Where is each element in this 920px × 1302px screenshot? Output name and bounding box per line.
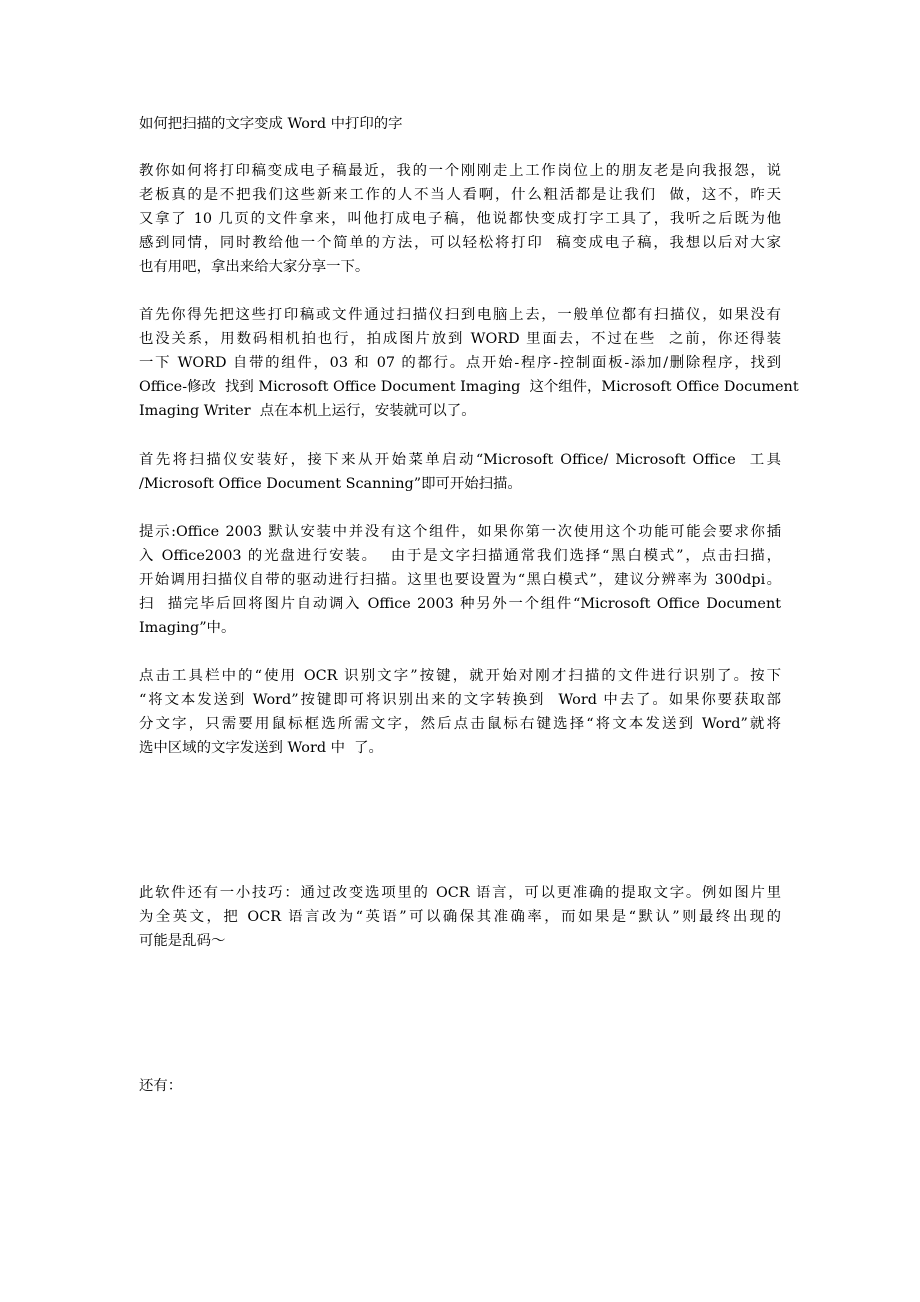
paragraph-line: 首先将扫描仪安装好，接下来从开始菜单启动“Microsoft Office/ Microsoft Office 工具 xyxy=(139,452,781,468)
paragraph-line: 老板真的是不把我们这些新来工作的人不当人看啊，什么粗活都是让我们 做，这不，昨天 xyxy=(139,187,781,203)
paragraph-line: 开始调用扫描仪自带的驱动进行扫描。这里也要设置为“黑白模式”，建议分辨率为 300dpi。 xyxy=(139,572,781,588)
paragraph-line: Imaging”中。 xyxy=(139,620,236,636)
paragraph-line: 又拿了 10 几页的文件拿来，叫他打成电子稿，他说都快变成打字工具了，我听之后既为他 xyxy=(139,211,781,227)
paragraph-line: /Microsoft Office Document Scanning”即可开始扫描。 xyxy=(139,476,522,492)
paragraph-line: 也没关系，用数码相机拍也行，拍成图片放到 WORD 里面去，不过在些 之前，你还得装 xyxy=(139,331,781,347)
document-title: 如何把扫描的文字变成 Word 中打印的字 xyxy=(139,116,403,132)
paragraph-line: 感到同情，同时教给他一个简单的方法，可以轻松将打印 稿变成电子稿，我想以后对大家 xyxy=(139,235,781,251)
paragraph-line: 一下 WORD 自带的组件，03 和 07 的都行。点开始-程序-控制面板-添加/删除程序，找到 xyxy=(139,355,781,371)
paragraph-line: Imaging Writer 点在本机上运行，安装就可以了。 xyxy=(139,403,476,419)
paragraph-line: 提示:Office 2003 默认安装中并没有这个组件，如果你第一次使用这个功能可能会要求你插 xyxy=(139,524,781,540)
paragraph-line: 选中区域的文字发送到 Word 中 了。 xyxy=(139,740,383,756)
paragraph-line: “将文本发送到 Word”按键即可将识别出来的文字转换到 Word 中去了。如果你要获取部 xyxy=(139,692,781,708)
paragraph-line: 扫 描完毕后回将图片自动调入 Office 2003 种另外一个组件“Microsoft Office Document xyxy=(139,596,781,612)
paragraph-line: 分文字，只需要用鼠标框选所需文字，然后点击鼠标右键选择“将文本发送到 Word”就将 xyxy=(139,716,781,732)
paragraph-line: 此软件还有一小技巧：通过改变选项里的 OCR 语言，可以更准确的提取文字。例如图片里 xyxy=(139,885,781,901)
paragraph-line: 也有用吧，拿出来给大家分享一下。 xyxy=(139,259,370,275)
paragraph-line: 首先你得先把这些打印稿或文件通过扫描仪扫到电脑上去，一般单位都有扫描仪，如果没有 xyxy=(139,307,781,323)
paragraph-line: 还有： xyxy=(139,1078,183,1094)
paragraph-line: 为全英文，把 OCR 语言改为“英语”可以确保其准确率，而如果是“默认”则最终出现的 xyxy=(139,909,781,925)
paragraph-line: 可能是乱码～ xyxy=(139,933,226,949)
paragraph-line: 入 Office2003 的光盘进行安装。 由于是文字扫描通常我们选择“黑白模式”，点击扫描， xyxy=(139,548,781,564)
paragraph-line: Office-修改 找到 Microsoft Office Document Imaging 这个组件，Microsoft Office Document xyxy=(139,379,799,395)
paragraph-line: 点击工具栏中的“使用 OCR 识别文字”按键，就开始对刚才扫描的文件进行识别了。按下 xyxy=(139,668,781,684)
paragraph-line: 教你如何将打印稿变成电子稿最近，我的一个刚刚走上工作岗位上的朋友老是向我报怨，说 xyxy=(139,163,781,179)
